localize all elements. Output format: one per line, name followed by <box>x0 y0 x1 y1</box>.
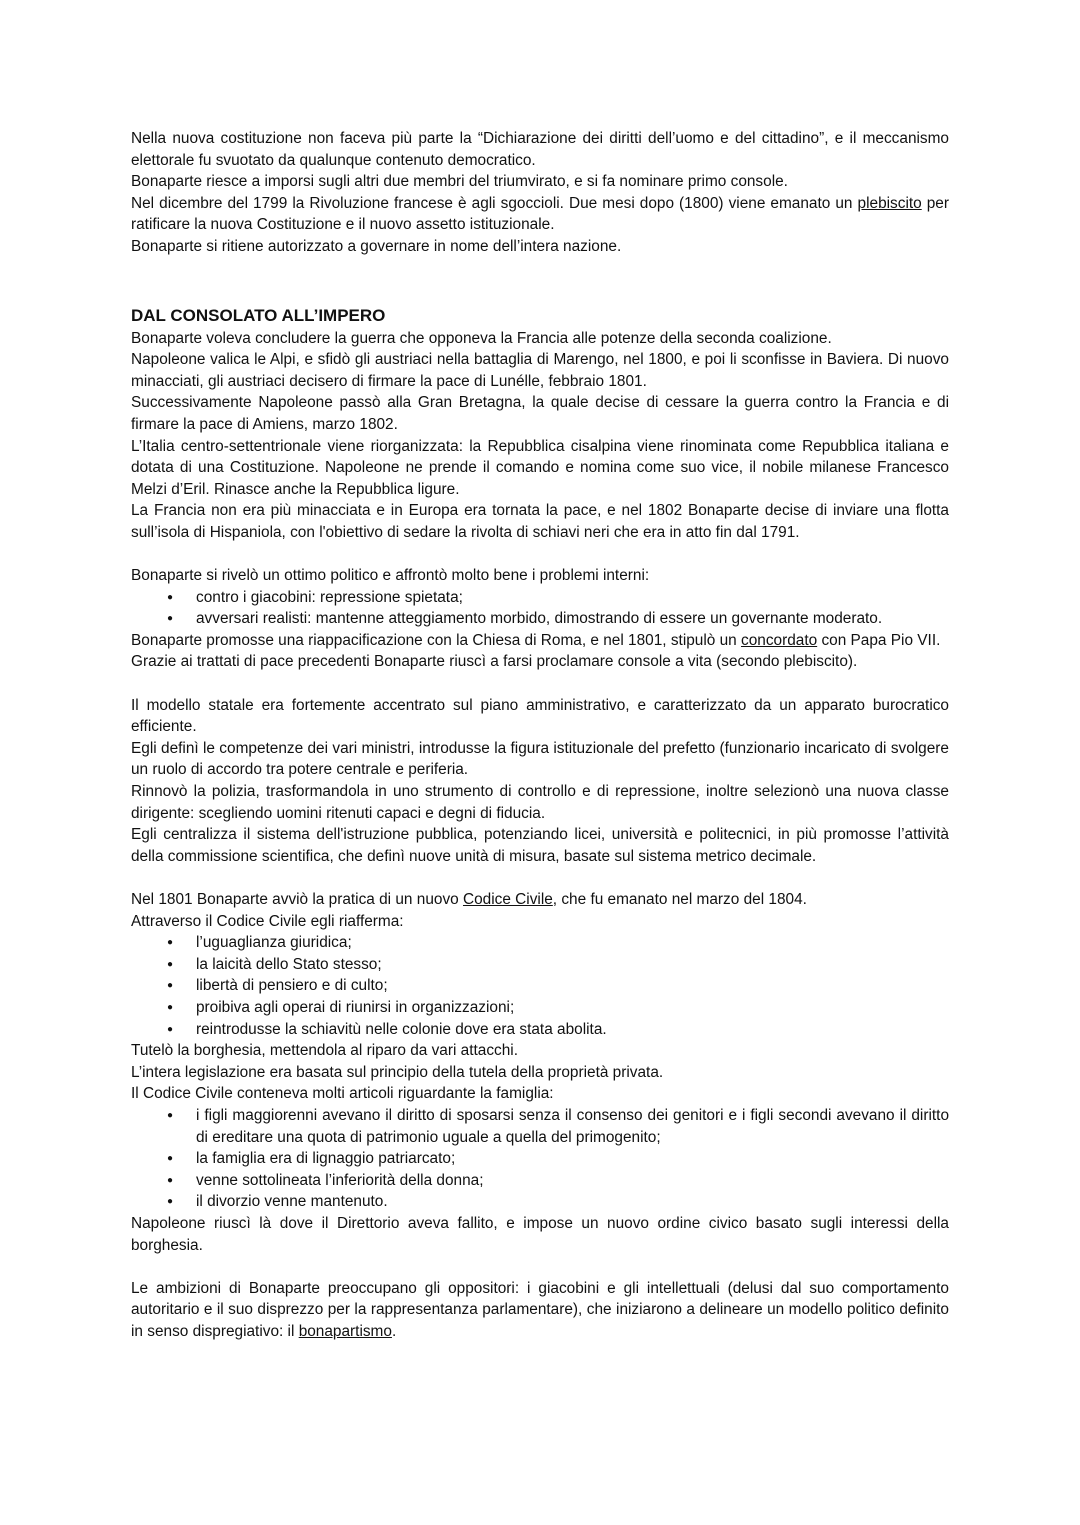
paragraph: Attraverso il Codice Civile egli riafferma: <box>131 912 404 930</box>
spacer <box>131 1256 949 1278</box>
section-heading: DAL CONSOLATO ALL’IMPERO <box>131 305 386 325</box>
paragraph: Napoleone riuscì là dove il Direttorio aveva fallito, e impose un nuovo ordine civico basato sugli interessi della borghesia. <box>131 1214 949 1254</box>
paragraph: Rinnovò la polizia, trasformandola in uno strumento di controllo e di repressione, inoltre selezionò una nuova classe dirigente: scegliendo uomini ritenuti capaci e degni di fiducia. <box>131 783 949 822</box>
paragraph: Bonaparte si rivelò un ottimo politico e affrontò molto bene i problemi interni: <box>131 567 650 585</box>
spacer <box>131 867 949 889</box>
paragraph: Tutelò la borghesia, mettendola al riparo da vari attacchi. <box>131 1042 518 1060</box>
list-item: ● i figli maggiorenni avevano il diritto di sposarsi senza il consenso dei genitori e i figli secondi avevano il diritto di ereditare una quota di patrimonio uguale a quella del primogenito; <box>196 1105 949 1148</box>
list-item: ● avversari realisti: mantenne atteggiamento morbido, dimostrando di essere un governante moderato. <box>196 608 949 630</box>
list-item: ● reintrodusse la schiavitù nelle colonie dove era stata abolita. <box>196 1019 949 1041</box>
paragraph: La Francia non era più minacciata e in Europa era tornata la pace, e nel 1802 Bonaparte decise di inviare una flotta sull’isola di Hispaniola, con l'obiettivo di sedare la rivolta di schiavi neri che era in atto fin dal 1791. <box>131 502 949 541</box>
text-span: , che fu emanato nel marzo del 1804. <box>552 891 807 908</box>
spacer <box>131 544 949 566</box>
list-item: ● la laicità dello Stato stesso; <box>196 954 949 976</box>
text-span: . <box>391 1322 397 1340</box>
paragraph: Il modello statale era fortemente accentrato sul piano amministrativo, e caratterizzato da un apparato burocratico efficiente. <box>131 696 949 736</box>
paragraph <box>131 630 949 652</box>
text-span: Nel dicembre del 1799 la Rivoluzione francese è agli sgoccioli. Due mesi dopo (1800) viene emanato un <box>131 194 853 212</box>
list-item: ● la famiglia era di lignaggio patriarcato; <box>196 1148 949 1170</box>
paragraph: Bonaparte si ritiene autorizzato a governare in nome dell’intera nazione. <box>131 237 622 255</box>
list-item: ● l’uguaglianza giuridica; <box>196 932 949 954</box>
underlined-term: concordato <box>741 631 818 649</box>
underlined-term: plebiscito <box>857 194 922 212</box>
list-item: ● proibiva agli operai di riunirsi in organizzazioni; <box>196 997 949 1019</box>
list-item: ● libertà di pensiero e di culto; <box>196 975 949 997</box>
text-span: per ratificare la nuova Costituzione e il nuovo assetto istituzionale. <box>131 194 949 234</box>
paragraph <box>131 1278 949 1343</box>
list-item: ● il divorzio venne mantenuto. <box>196 1191 949 1213</box>
paragraph: Nella nuova costituzione non faceva più parte la “Dichiarazione dei diritti dell’uomo e del cittadino”, e il meccanismo elettorale fu svuotato da qualunque contenuto democratico. <box>131 130 949 169</box>
underlined-term: Codice Civile <box>462 891 553 908</box>
paragraph: Egli definì le competenze dei vari ministri, introdusse la figura istituzionale del prefetto (funzionario incaricato di svolgere un ruolo di accordo tra potere centrale e periferia. <box>131 739 949 779</box>
text-span: Nel 1801 Bonaparte avviò la pratica di un nuovo <box>131 891 463 908</box>
paragraph <box>131 889 949 911</box>
paragraph <box>131 193 949 236</box>
paragraph: Successivamente Napoleone passò alla Gran Bretagna, la quale decise di cessare la guerra contro la Francia e di firmare la pace di Amiens, marzo 1802. <box>131 394 949 433</box>
paragraph: Bonaparte riesce a imporsi sugli altri due membri del triumvirato, e si fa nominare primo console. <box>131 173 788 191</box>
document-page <box>131 128 949 1342</box>
list-item: ● venne sottolineata l’inferiorità della donna; <box>196 1170 949 1192</box>
paragraph: Napoleone valica le Alpi, e sfidò gli austriaci nella battaglia di Marengo, nel 1800, e poi li sconfisse in Baviera. Di nuovo minacciati, gli austriaci decisero di firmare la pace di Lunélle, febbraio 1801. <box>131 351 949 390</box>
paragraph: Il Codice Civile conteneva molti articoli riguardante la famiglia: <box>131 1085 554 1103</box>
underlined-term: bonapartismo <box>298 1322 392 1340</box>
text-span: con Papa Pio VII. <box>817 631 941 649</box>
bullet-list <box>131 587 949 630</box>
paragraph: Egli centralizza il sistema dell'istruzione pubblica, potenziando licei, università e politecnici, in più promosse l’attività della commissione scientifica, che definì nuove unità di misura, basate sul sistema metrico decimale. <box>131 826 949 865</box>
bullet-list <box>131 1105 949 1213</box>
paragraph: L’Italia centro-settentrionale viene riorganizzata: la Repubblica cisalpina viene rinominata come Repubblica italiana e dotata di una Costituzione. Napoleone ne prende il comando e nomina come suo vice, il nobile milanese Francesco Melzi d’Eril. Rinasce anche la Repubblica ligure. <box>131 437 949 498</box>
text-span: Le ambizioni di Bonaparte preoccupano gli oppositori: i giacobini e gli intellettuali (delusi dal suo comportamento autoritario e il suo disprezzo per la rappresentanza parlamentare), che iniziarono a delineare un modello politico definito in senso dispregiativo: il <box>131 1279 949 1340</box>
paragraph: Bonaparte voleva concludere la guerra che opponeva la Francia alle potenze della seconda coalizione. <box>131 329 832 347</box>
bullet-list <box>131 932 949 1040</box>
list-item: ● contro i giacobini: repressione spietata; <box>196 587 949 609</box>
paragraph: L’intera legislazione era basata sul principio della tutela della proprietà privata. <box>131 1063 664 1081</box>
text-span: Bonaparte promosse una riappacificazione con la Chiesa di Roma, e nel 1801, stipulò un <box>131 631 742 649</box>
paragraph: Grazie ai trattati di pace precedenti Bonaparte riuscì a farsi proclamare console a vita (secondo plebiscito). <box>131 653 858 671</box>
spacer <box>131 673 949 695</box>
